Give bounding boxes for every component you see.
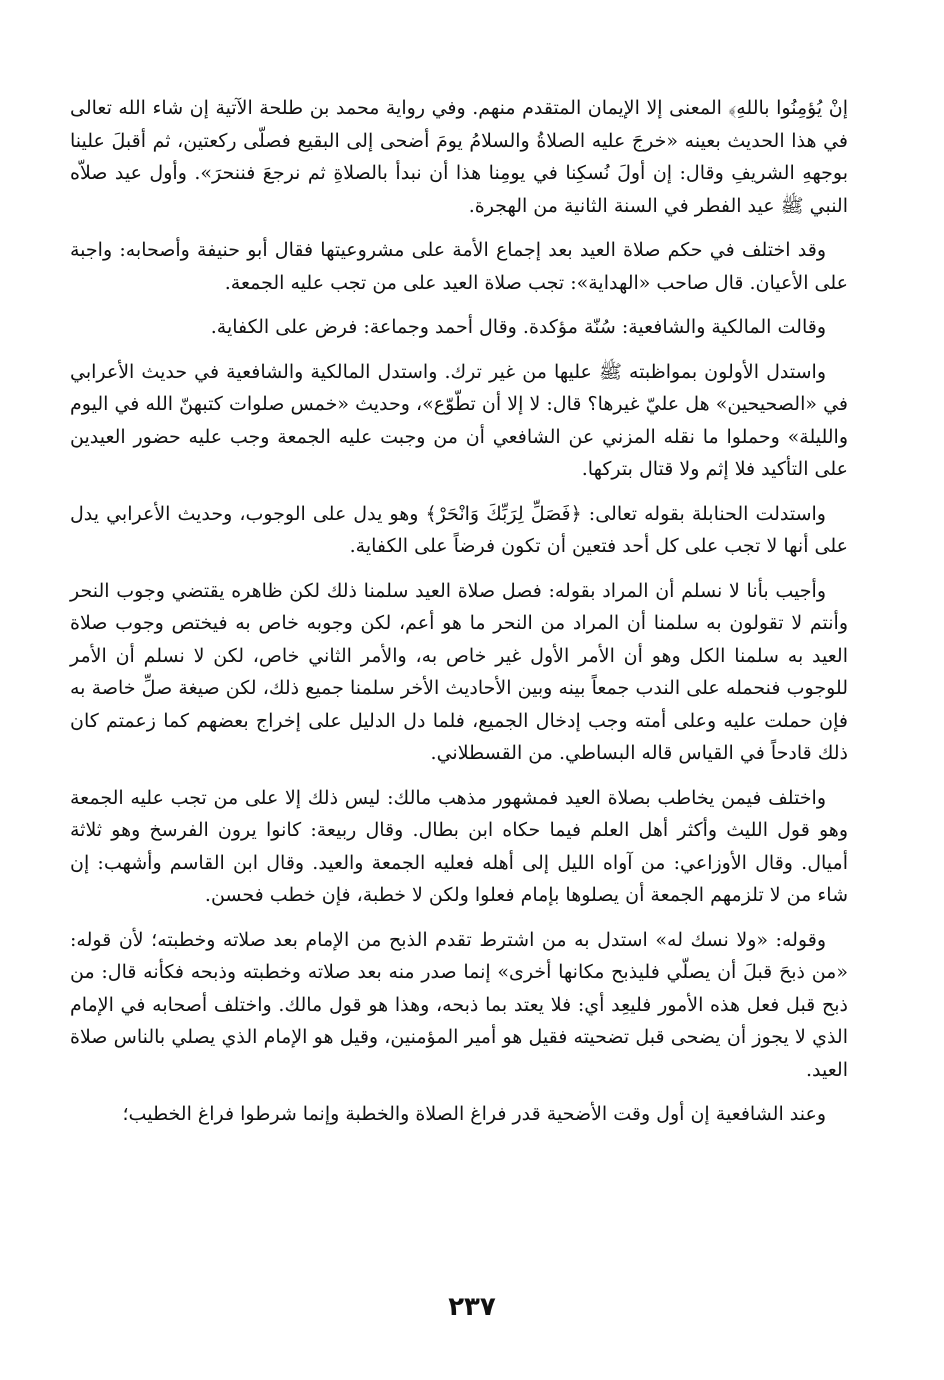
- paragraph-5: واستدلت الحنابلة بقوله تعالى: ﴿فَصَلِّ لِرَبِّكَ وَانْحَرْ﴾ وهو يدل على الوجوب، وحديث الأعرابي يدل على أنها لا تجب على كل أحد فتعين أن تكون فرضاً على الكفاية.: [70, 502, 848, 557]
- page-number: ٢٣٧: [448, 1292, 496, 1322]
- paragraph-6: وأجيب بأنا لا نسلم أن المراد بقوله: فصل صلاة العيد سلمنا ذلك لكن ظاهره يقتضي وجوب النحر وأنتم لا تقولون به سلمنا أن المراد من النحر ما هو أعم، لكن وجوبه خاص به فيختص وجوب صلاة العيد به سلمنا الكل وهو أن الأمر الأول غير خاص به، والأمر الثاني خاص، لكن لا نسلم أن الأمر للوجوب فنحمله على الندب جمعاً بينه وبين الأحاديث الأخر سلمنا جميع ذلك، لكن صيغة صلِّ خاصة به فإن حملت عليه وعلى أمته وجب إدخال الجميع، فلما دل الدليل على إخراج بعضهم كما زعمتم كان ذلك قادحاً في القياس قاله البساطي. من القسطلاني.: [70, 579, 849, 764]
- paragraph-8: وقوله: «ولا نسك له» استدل به من اشترط تقدم الذبح من الإمام بعد صلاته وخطبته؛ لأن قوله: «من ذبحَ قبلَ أن يصلّي فليذبح مكانها أخرى» إنما صدر منه بعد صلاته وخطبته وذبحه فكأنه قال: من ذبح قبل فعل هذه الأمور فليعِد أي: فلا يعتد بما ذبحه، وهذا هو قول مالك. واختلف أصحابه في الإمام الذي لا يجوز أن يضحى قبل تضحيته فقيل هو أمير المؤمنين، وقيل هو الإمام الذي يصلي بالناس صلاة العيد.: [70, 928, 848, 1081]
- page-body: [70, 92, 848, 1143]
- paragraph-2: وقد اختلف في حكم صلاة العيد بعد إجماع الأمة على مشروعيتها فقال أبو حنيفة وأصحابه: واجبة على الأعيان. قال صاحب «الهداية»: تجب صلاة العيد على من تجب عليه الجمعة.: [70, 239, 848, 294]
- paragraph-7: واختلف فيمن يخاطب بصلاة العيد فمشهور مذهب مالك: ليس ذلك إلا على من تجب عليه الجمعة وهو قول الليث وأكثر أهل العلم فيما حكاه ابن بطال. وقال ربيعة: كانوا يرون الفرسخ وهو ثلاثة أميال. وقال الأوزاعي: من آواه الليل إلى أهله فعليه الجمعة والعيد. وقال ابن القاسم وأشهب: إن شاء من لا تلزمهم الجمعة أن يصلوها بإمام فعلوا ولكن لا خطبة، فإن خطب فحسن.: [70, 786, 848, 906]
- paragraph-3: وقالت المالكية والشافعية: سُنّة مؤكدة. وقال أحمد وجماعة: فرض على الكفاية.: [210, 316, 826, 338]
- paragraph-1: إنْ يُؤمِنُوا باللهِ﴾ المعنى إلا الإيمان المتقدم منهم. وفي رواية محمد بن طلحة الآتية إن شاء الله تعالى في هذا الحديث بعينه «خرجَ عليه الصلاةُ والسلامُ يومَ أضحى إلى البقيع فصلّى ركعتين، ثم أقبلَ علينا بوجههِ الشريفِ وقال: إن أولَ نُسكِنا في يومِنا هذا أن نبدأ بالصلاةِ ثم نرجعَ فننحرَ». وأول عيد صلاّه النبي ﷺ عيد الفطر في السنة الثانية من الهجرة.: [70, 97, 848, 217]
- paragraph-4: واستدل الأولون بمواظبته ﷺ عليها من غير ترك. واستدل المالكية والشافعية في حديث الأعرابي في «الصحيحين» هل عليّ غيرها؟ قال: لا إلا أن تطّوّع»، وحديث «خمس صلوات كتبهنّ الله في اليوم والليلة» وحملوا ما نقله المزني عن الشافعي أن من وجبت عليه الجمعة وجب عليه حضور العيدين على التأكيد فلا إثم ولا قتال بتركها.: [70, 360, 848, 480]
- paragraph-9: وعند الشافعية إن أول وقت الأضحية قدر فراغ الصلاة والخطبة وإنما شرطوا فراغ الخطيب؛: [122, 1103, 826, 1125]
